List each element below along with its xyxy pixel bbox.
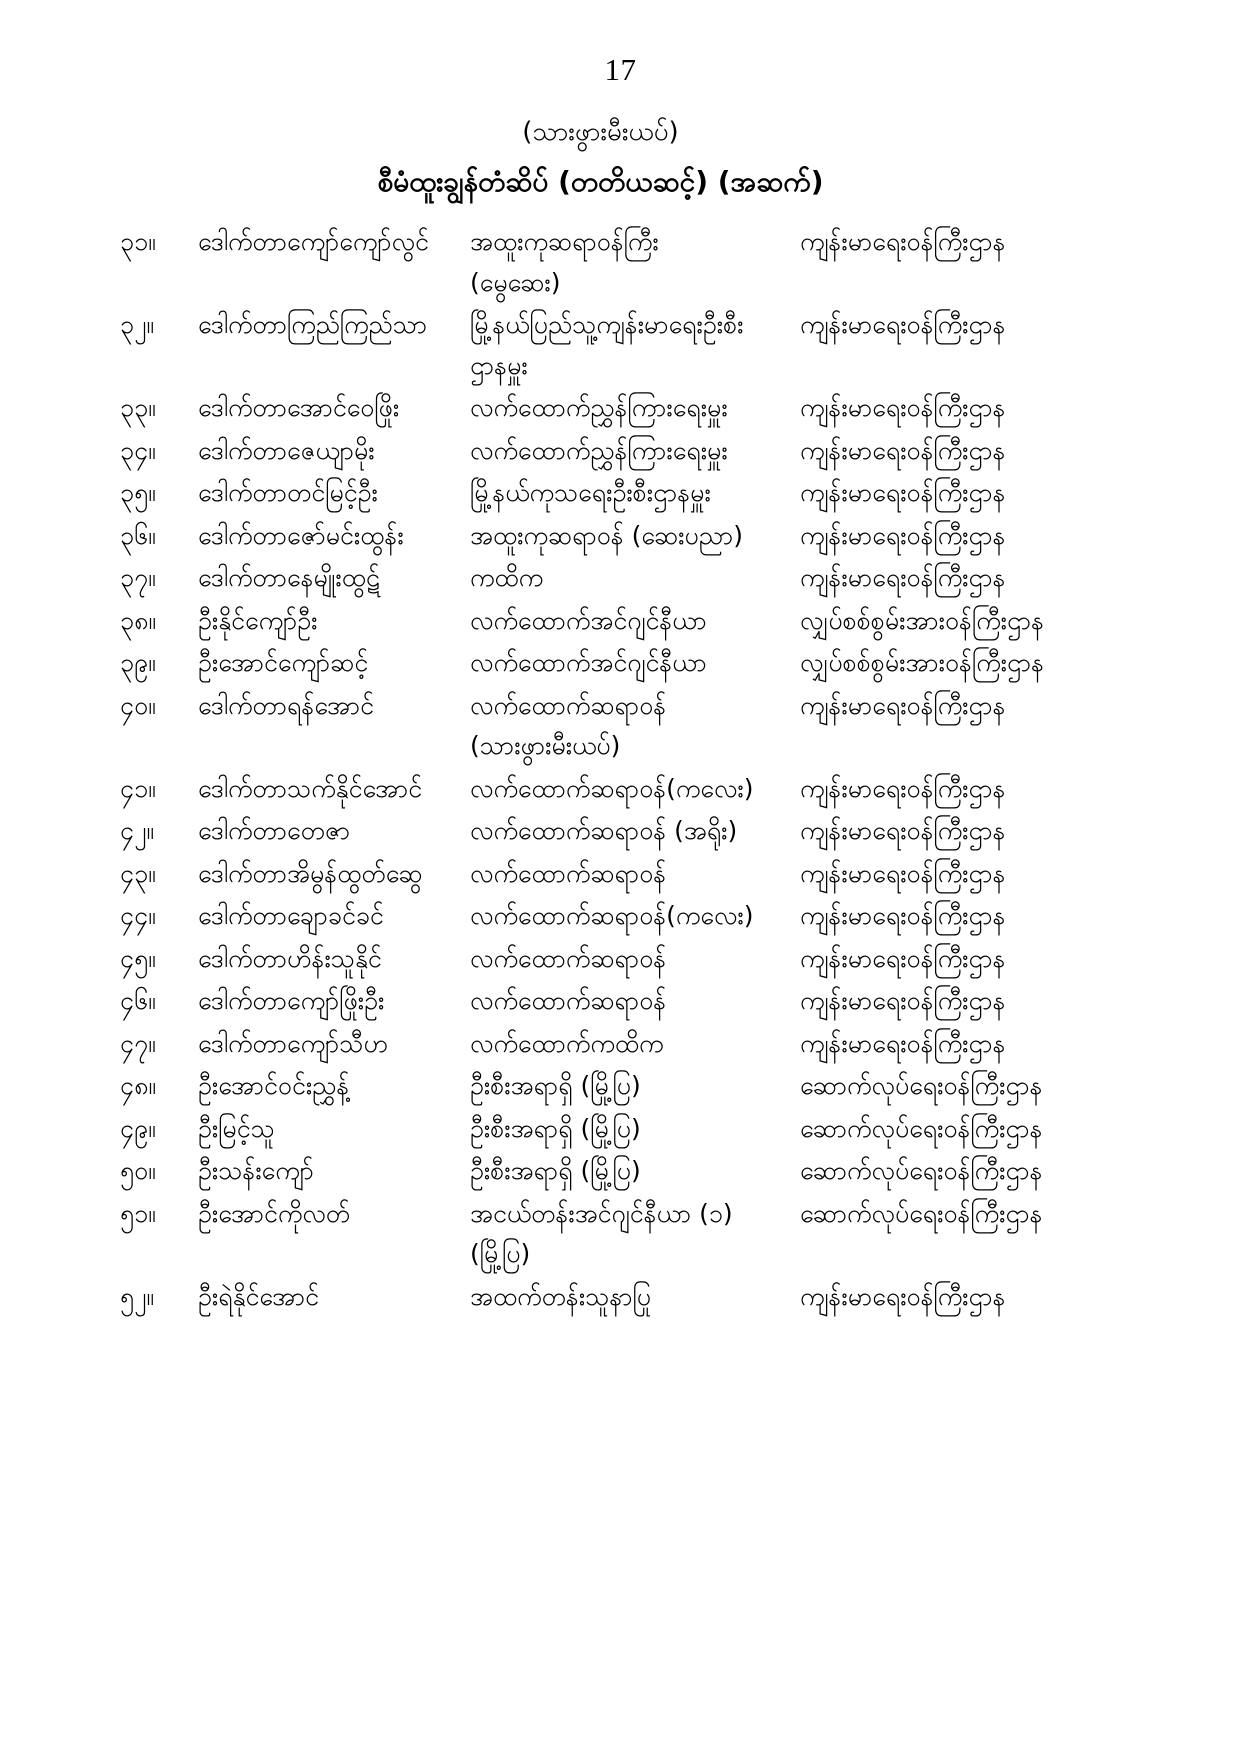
row-position: လက်ထောက်ဆရာဝန်(ကလေး) xyxy=(470,773,754,803)
row-position: ဦးစီးအရာရှိ (မြို့ပြ) xyxy=(470,1156,641,1185)
row-ministry: ကျန်းမာရေးဝန်ကြီးဌာန xyxy=(800,393,1006,422)
row-position xyxy=(470,221,800,304)
row-position-line1: မြို့နယ်ပြည်သူ့ကျန်းမာရေးဦးစီး xyxy=(470,310,744,339)
row-ministry: ကျန်းမာရေးဝန်ကြီးဌာန xyxy=(800,816,1006,845)
row-position: ဦးစီးအရာရှိ (မြို့ပြ) xyxy=(470,1113,641,1143)
row-ministry: ကျန်းမာရေးဝန်ကြီးဌာန xyxy=(800,520,1006,550)
row-number: ၃၁။ xyxy=(120,227,156,256)
table-row xyxy=(120,1150,1121,1193)
row-number: ၃၅။ xyxy=(120,478,156,507)
row-ministry: ကျန်းမာရေးဝန်ကြီးဌာန xyxy=(800,986,1006,1015)
row-number: ၄၄။ xyxy=(120,901,156,930)
table-row xyxy=(120,1023,1121,1066)
table-row xyxy=(120,387,1121,430)
table-row xyxy=(120,1108,1121,1151)
table-row xyxy=(120,472,1121,515)
row-ministry: ကျန်းမာရေးဝန်ကြီးဌာန xyxy=(800,227,1006,256)
section-subheading: (သားဖွားမီးယပ်) xyxy=(522,117,679,147)
table-body xyxy=(120,221,1121,1318)
row-number: ၄၅။ xyxy=(120,943,156,973)
row-position: လက်ထောက်ညွှန်ကြားရေးမှူး xyxy=(470,393,728,422)
row-position: လက်ထောက်ညွှန်ကြားရေးမှူး xyxy=(470,435,728,465)
row-number: ၄၇။ xyxy=(120,1028,156,1058)
table-row xyxy=(120,304,1121,387)
row-ministry: ကျန်းမာရေးဝန်ကြီးဌာန xyxy=(800,435,1006,465)
row-number: ၅၀။ xyxy=(120,1156,156,1185)
row-number: ၃၄။ xyxy=(120,435,156,465)
row-number: ၄၈။ xyxy=(120,1071,156,1100)
row-name: ဒေါက်တာအိမွန်ထွတ်ဆွေ xyxy=(198,858,423,888)
row-number: ၃၇။ xyxy=(120,563,156,592)
row-number: ၄၉။ xyxy=(120,1113,156,1143)
row-name: ဒေါက်တာရန်အောင် xyxy=(198,690,375,720)
row-position: မြို့နယ်ကုသရေးဦးစီးဌာနမှူး xyxy=(470,478,711,507)
row-position: လက်ထောက်ဆရာဝန် xyxy=(470,943,667,973)
row-ministry: လျှပ်စစ်စွမ်းအားဝန်ကြီးဌာန xyxy=(800,648,1045,677)
row-position-line2: (မြို့ပြ) xyxy=(470,1239,531,1268)
row-position: လက်ထောက်ဆရာဝန် xyxy=(470,858,667,888)
row-name: ဒေါက်တာကျော်ဖြိုးဦး xyxy=(198,986,385,1015)
row-ministry: ကျန်းမာရေးဝန်ကြီးဌာန xyxy=(800,943,1006,973)
table-row xyxy=(120,430,1121,473)
row-name: ဦးအောင်ကျော်ဆင့် xyxy=(198,648,369,677)
table-row xyxy=(120,938,1121,981)
table-row xyxy=(120,685,1121,768)
row-ministry: ဆောက်လုပ်ရေးဝန်ကြီးဌာန xyxy=(800,1198,1043,1228)
table-row xyxy=(120,600,1121,643)
row-ministry: ကျန်းမာရေးဝန်ကြီးဌာန xyxy=(800,901,1006,930)
row-position: လက်ထောက်အင်ဂျင်နီယာ xyxy=(470,605,707,635)
row-position: လက်ထောက်ဆရာဝန် (အရိုး) xyxy=(470,816,738,845)
row-name: ဒေါက်တာကြည်ကြည်သာ xyxy=(198,310,428,339)
table-row xyxy=(120,515,1121,558)
row-number: ၄၀။ xyxy=(120,690,156,720)
row-position-line2: (သားဖွားမီးယပ်) xyxy=(470,731,621,760)
row-name: ဒေါက်တာတင်မြင့်ဦး xyxy=(198,478,378,507)
row-position: လက်ထောက်ဆရာဝန် xyxy=(470,986,667,1015)
table-row xyxy=(120,557,1121,600)
row-name: ဒေါက်တာဇေယျာမိုး xyxy=(198,435,375,465)
row-position-line1: အထူးကုဆရာဝန်ကြီး xyxy=(470,227,659,256)
table-row xyxy=(120,768,1121,811)
row-name: ဒေါက်တာဇော်မင်းထွန်း xyxy=(198,520,404,550)
row-position xyxy=(470,304,800,387)
row-position-line1: အငယ်တန်းအင်ဂျင်နီယာ (၁) xyxy=(470,1198,733,1228)
row-position xyxy=(470,685,800,768)
row-number: ၃၉။ xyxy=(120,648,156,677)
row-name: ဒေါက်တာအောင်ဝေဖြိုး xyxy=(198,393,400,422)
row-ministry: ကျန်းမာရေးဝန်ကြီးဌာန xyxy=(800,1281,1006,1311)
row-position: အထက်တန်းသူနာပြု xyxy=(470,1281,652,1311)
row-position: လက်ထောက်အင်ဂျင်နီယာ xyxy=(470,648,707,677)
row-number: ၃၂။ xyxy=(120,310,154,339)
row-ministry: လျှပ်စစ်စွမ်းအားဝန်ကြီးဌာန xyxy=(800,605,1045,635)
table-row xyxy=(120,1065,1121,1108)
table-row xyxy=(120,853,1121,896)
row-number: ၃၈။ xyxy=(120,605,156,635)
row-ministry: ကျန်းမာရေးဝန်ကြီးဌာန xyxy=(800,310,1006,339)
row-name: ဒေါက်တာကျော်သီဟ xyxy=(198,1028,388,1058)
row-ministry: ဆောက်လုပ်ရေးဝန်ကြီးဌာန xyxy=(800,1071,1043,1100)
row-position xyxy=(470,1193,800,1276)
row-number: ၅၁။ xyxy=(120,1198,156,1228)
table-row xyxy=(120,810,1121,853)
row-position: လက်ထောက်ကထိက xyxy=(470,1028,664,1058)
row-number: ၄၃။ xyxy=(120,858,156,888)
row-name: ဒေါက်တာချောခင်ခင် xyxy=(198,901,384,930)
row-number: ၃၆။ xyxy=(120,520,156,550)
row-number: ၄၁။ xyxy=(120,773,156,803)
row-name: ဦးအောင်ကိုလတ် xyxy=(198,1198,351,1228)
table-row xyxy=(120,980,1121,1023)
table-row xyxy=(120,1193,1121,1276)
row-name: ဦးနိုင်ကျော်ဦး xyxy=(198,605,318,635)
row-name: ဒေါက်တာနေမျိုးထွဋ် xyxy=(198,563,380,592)
row-number: ၄၆။ xyxy=(120,986,156,1015)
row-name: ဒေါက်တာတေဇာ xyxy=(198,816,351,845)
table-row xyxy=(120,1276,1121,1319)
row-ministry: ကျန်းမာရေးဝန်ကြီးဌာန xyxy=(800,563,1006,592)
award-recipients-table xyxy=(120,221,1121,1318)
table-row xyxy=(120,642,1121,685)
row-name: ဦးမြင့်သူ xyxy=(198,1113,275,1143)
table-row xyxy=(120,221,1121,304)
row-name: ဒေါက်တာဟိန်းသူနိုင် xyxy=(198,943,382,973)
row-ministry: ဆောက်လုပ်ရေးဝန်ကြီးဌာန xyxy=(800,1113,1043,1143)
row-position-line2: (မွေဆေး) xyxy=(470,267,561,297)
row-ministry: ကျန်းမာရေးဝန်ကြီးဌာန xyxy=(800,858,1006,888)
row-position-line2: ဌာနမှူး xyxy=(470,350,528,380)
row-ministry: ဆောက်လုပ်ရေးဝန်ကြီးဌာန xyxy=(800,1156,1043,1185)
row-ministry: ကျန်းမာရေးဝန်ကြီးဌာန xyxy=(800,478,1006,507)
row-name: ဦးရဲနိုင်အောင် xyxy=(198,1281,320,1311)
row-position: ဦးစီးအရာရှိ (မြို့ပြ) xyxy=(470,1071,641,1100)
row-position: လက်ထောက်ဆရာဝန်(ကလေး) xyxy=(470,901,754,930)
row-ministry: ကျန်းမာရေးဝန်ကြီးဌာန xyxy=(800,690,1006,720)
row-position: ကထိက xyxy=(470,563,544,592)
page-number: 17 xyxy=(604,52,637,87)
row-name: ဦးသန်းကျော် xyxy=(198,1156,314,1185)
section-heading: စီမံထူးချွန်တံဆိပ် (တတိယဆင့်) (အဆက်) xyxy=(377,165,824,198)
row-ministry: ကျန်းမာရေးဝန်ကြီးဌာန xyxy=(800,1028,1006,1058)
row-name: ဒေါက်တာသက်နိုင်အောင် xyxy=(198,773,423,803)
row-name: ဦးအောင်ဝင်းညွှန့် xyxy=(198,1071,350,1100)
row-number: ၄၂။ xyxy=(120,816,154,845)
row-number: ၅၂။ xyxy=(120,1281,154,1311)
row-position: အထူးကုဆရာဝန် (ဆေးပညာ) xyxy=(470,520,743,550)
row-position-line1: လက်ထောက်ဆရာဝန် xyxy=(470,690,667,720)
table-row xyxy=(120,895,1121,938)
row-ministry: ကျန်းမာရေးဝန်ကြီးဌာန xyxy=(800,773,1006,803)
row-name: ဒေါက်တာကျော်ကျော်လွင် xyxy=(198,227,429,256)
row-number: ၃၃။ xyxy=(120,393,156,422)
